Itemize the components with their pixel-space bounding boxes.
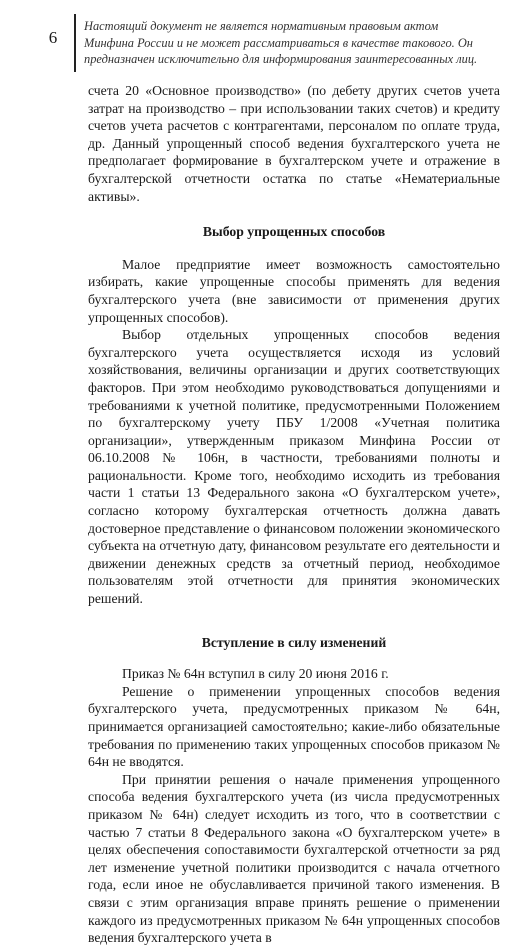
paragraph: Приказ № 64н вступил в силу 20 июня 2016 г. — [122, 666, 389, 682]
disclaimer-line: Настоящий документ не является нормативным правовым актом — [84, 19, 439, 33]
spacer — [88, 608, 500, 634]
section-heading-effective: Вступление в силу изменений — [201, 634, 387, 650]
document-body — [88, 82, 500, 947]
disclaimer-line: предназначен исключительно для информирования заинтересованных лиц. — [84, 52, 478, 66]
disclaimer-note — [84, 18, 524, 68]
page-number: 6 — [48, 28, 58, 47]
intro-paragraph: счета 20 «Основное производство» (по дебету других счетов учета затрат на производство – при использовании таких счетов) и кредиту счетов учета расчетов с контрагентами, персоналом по оплате труда, др. Данный упрощенный способ ведения бухгалтерского учета не предполагает формирование в бухгалтерском учете и отражение в бухгалтерской отчетности остатка по статье «Нематериальные активы». — [88, 83, 500, 204]
disclaimer-line: Минфина России и не может рассматриваться в качестве такового. Он — [84, 35, 473, 50]
paragraph: Малое предприятие имеет возможность самостоятельно избирать, какие упрощенные способы применять для ведения бухгалтерского учета (вне зависимости от применения других упрощенных способов). — [88, 256, 500, 325]
header-divider — [74, 14, 76, 72]
section-heading-choice: Выбор упрощенных способов — [202, 224, 386, 240]
paragraph: При принятии решения о начале применения упрощенного способа ведения бухгалтерского учета (из числа предусмотренных приказом № 64н) следует исходить из того, что в соответствии с частью 7 статьи 8 Федерального закона «О бухгалтерском учете» в целях обеспечения сопоставимости бухгалтерской отчетности за ряд лет изменение учетной политики производится с начала отчетного года, если иное не обуславливается причиной такого изменения. В связи с этим организация вправе принять решение о применении каждого из предусмотренных приказом № 64н упрощенных способов ведения бухгалтерского учета в — [88, 771, 500, 946]
paragraph: Выбор отдельных упрощенных способов ведения бухгалтерского учета осуществляется исходя из условий хозяйствования, величины организации и других соответствующих факторов. При этом необходимо руководствоваться допущениями и требованиями к учетной политике, предусмотренными Положением по бухгалтерскому учету ПБУ 1/2008 «Учетная политика организации», утвержденным приказом Минфина России от 06.10.2008 № 106н, в частности, требованиями полноты и рациональности. Кроме того, необходимо исходить из требования части 1 статьи 13 Федерального закона «О бухгалтерском учете», согласно которому бухгалтерская отчетность должна давать достоверное представление о финансовом положении экономического субъекта на отчетную дату, финансовом результате его деятельности и движении денежных средств за отчетный период, необходимое пользователям этой отчетности для принятия экономических решений. — [88, 327, 500, 607]
paragraph: Решение о применении упрощенных способов ведения бухгалтерского учета, предусмотренных приказом № 64н, принимается организацией самостоятельно; какие-либо обязательные требования по применению таких упрощенных способов приказом № 64н не вводятся. — [88, 683, 500, 770]
